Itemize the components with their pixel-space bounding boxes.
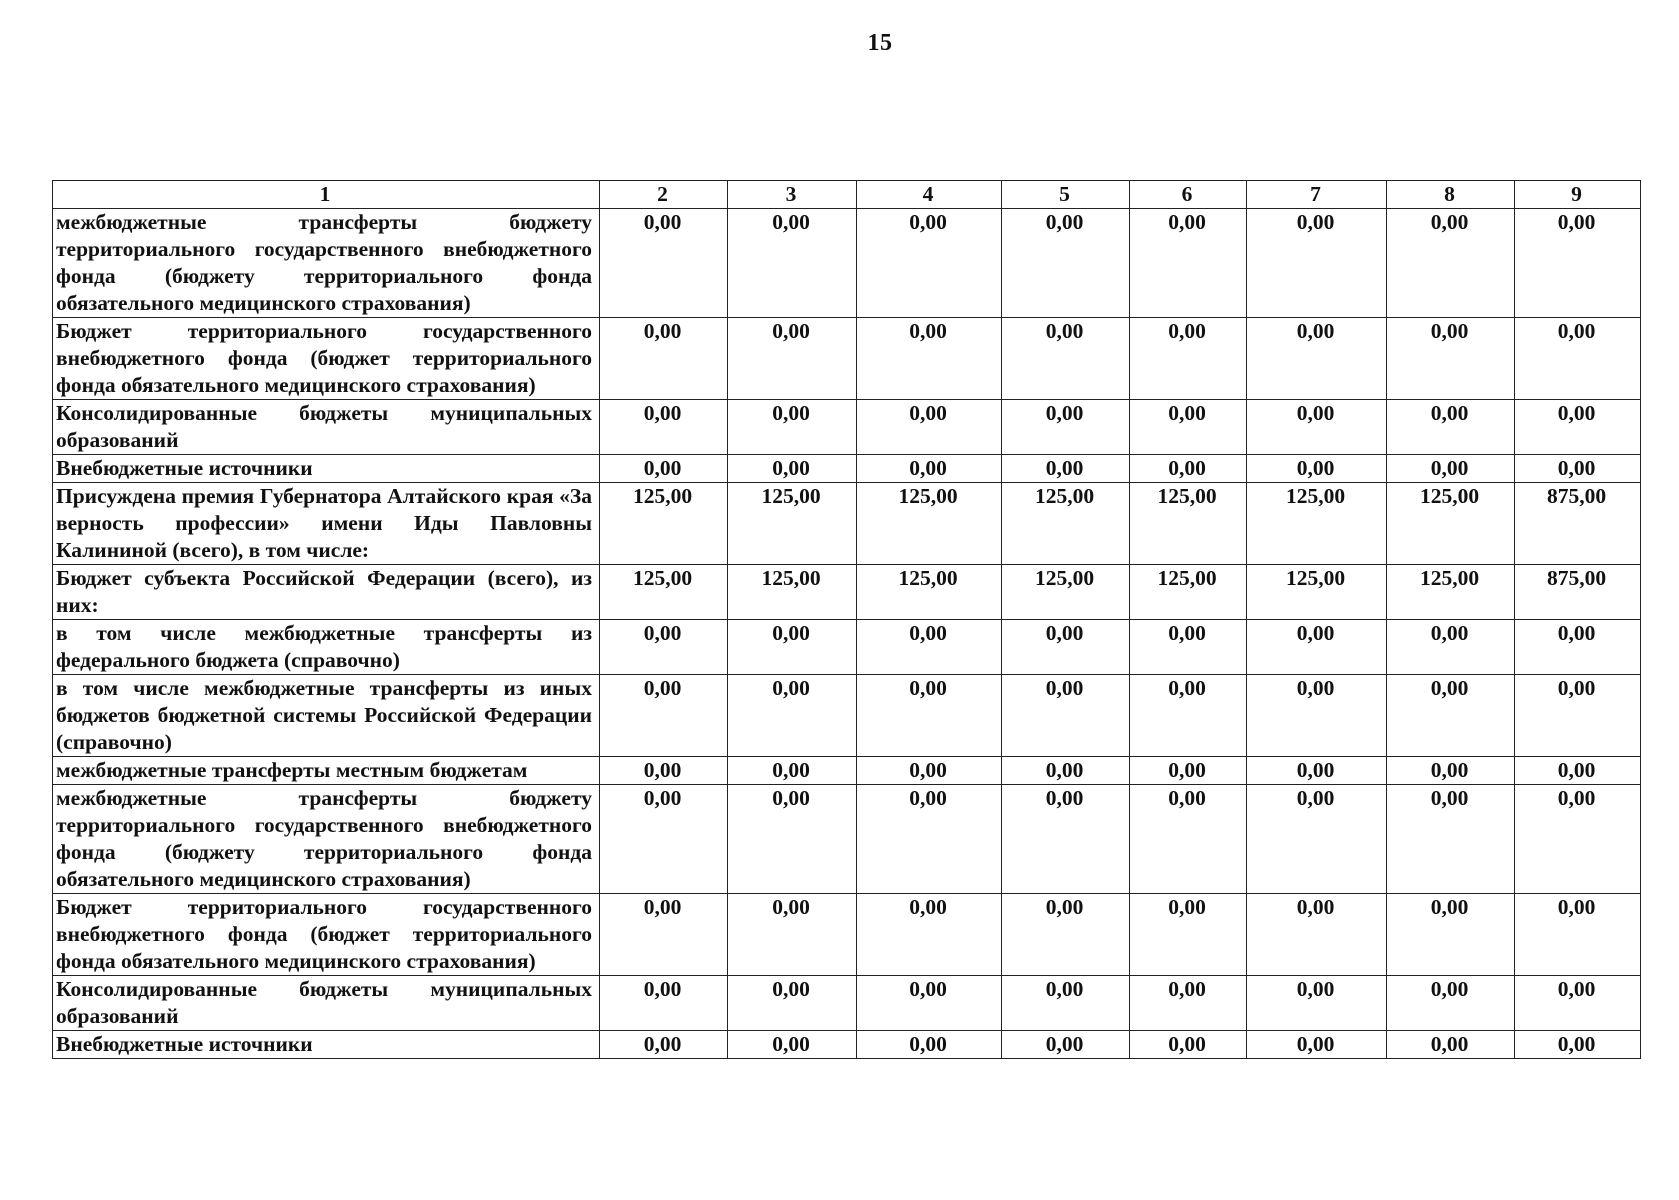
value-cell: 125,00 [1130,565,1247,620]
value-cell: 125,00 [1002,565,1130,620]
column-header-1: 1 [53,181,600,209]
value-cell: 0,00 [1002,976,1130,1031]
value-cell: 0,00 [728,620,857,675]
value-cell: 0,00 [1002,400,1130,455]
value-cell: 0,00 [1247,318,1387,400]
value-cell: 875,00 [1515,565,1641,620]
value-cell: 0,00 [1130,1031,1247,1059]
value-cell: 0,00 [1387,1031,1515,1059]
value-cell: 0,00 [1247,1031,1387,1059]
value-cell: 0,00 [857,894,1002,976]
value-cell: 0,00 [1130,620,1247,675]
value-cell: 0,00 [1247,400,1387,455]
value-cell: 0,00 [728,757,857,785]
value-cell: 0,00 [1002,675,1130,757]
value-cell: 0,00 [1130,318,1247,400]
value-cell: 0,00 [1387,400,1515,455]
value-cell: 0,00 [728,209,857,318]
value-cell: 0,00 [600,318,728,400]
row-label: в том числе межбюджетные трансферты из федерального бюджета (справочно) [53,620,600,675]
value-cell: 0,00 [1247,455,1387,483]
budget-table [52,180,1641,1059]
value-cell: 0,00 [1515,455,1641,483]
value-cell: 0,00 [1387,620,1515,675]
value-cell: 0,00 [600,1031,728,1059]
value-cell: 125,00 [857,483,1002,565]
value-cell: 0,00 [600,209,728,318]
value-cell: 0,00 [728,400,857,455]
value-cell: 0,00 [857,675,1002,757]
value-cell: 0,00 [1002,1031,1130,1059]
value-cell: 0,00 [1515,785,1641,894]
column-header-8: 8 [1387,181,1515,209]
value-cell: 0,00 [1387,318,1515,400]
value-cell: 125,00 [600,483,728,565]
value-cell: 0,00 [1130,675,1247,757]
page-number: 15 [867,30,893,56]
table-body [53,209,1641,1059]
row-label: Бюджет территориального государственного внебюджетного фонда (бюджет территориального фонда обязательного медицинского страхования) [53,318,600,400]
value-cell: 0,00 [1002,318,1130,400]
value-cell: 875,00 [1515,483,1641,565]
row-label: межбюджетные трансферты бюджету территориального государственного внебюджетного фонда (бюджету территориального фонда обязательного медицинского страхования) [53,209,600,318]
value-cell: 0,00 [1130,757,1247,785]
column-header-9: 9 [1515,181,1641,209]
value-cell: 0,00 [1247,757,1387,785]
value-cell: 0,00 [857,455,1002,483]
value-cell: 0,00 [1387,785,1515,894]
value-cell: 0,00 [1247,785,1387,894]
value-cell: 0,00 [857,400,1002,455]
value-cell: 125,00 [728,565,857,620]
value-cell: 0,00 [728,318,857,400]
row-label: межбюджетные трансферты бюджету территориального государственного внебюджетного фонда (бюджету территориального фонда обязательного медицинского страхования) [53,785,600,894]
table-row [53,675,1641,757]
value-cell: 125,00 [600,565,728,620]
value-cell: 0,00 [1130,785,1247,894]
value-cell: 0,00 [600,894,728,976]
value-cell: 0,00 [1387,976,1515,1031]
value-cell: 0,00 [1515,400,1641,455]
value-cell: 0,00 [1002,757,1130,785]
table-row [53,1031,1641,1059]
table-row [53,565,1641,620]
value-cell: 0,00 [1002,894,1130,976]
value-cell: 0,00 [600,620,728,675]
value-cell: 0,00 [1515,976,1641,1031]
value-cell: 0,00 [1515,209,1641,318]
value-cell: 125,00 [1387,565,1515,620]
value-cell: 125,00 [728,483,857,565]
row-label: Бюджет территориального государственного внебюджетного фонда (бюджет территориального фонда обязательного медицинского страхования) [53,894,600,976]
value-cell: 0,00 [600,675,728,757]
value-cell: 0,00 [1515,620,1641,675]
value-cell: 0,00 [857,620,1002,675]
value-cell: 0,00 [1247,209,1387,318]
value-cell: 0,00 [1002,455,1130,483]
value-cell: 0,00 [1515,1031,1641,1059]
value-cell: 0,00 [728,785,857,894]
value-cell: 0,00 [1515,675,1641,757]
row-label: Консолидированные бюджеты муниципальных образований [53,400,600,455]
value-cell: 0,00 [600,757,728,785]
value-cell: 0,00 [1387,209,1515,318]
value-cell: 0,00 [1130,894,1247,976]
value-cell: 0,00 [728,1031,857,1059]
value-cell: 0,00 [728,976,857,1031]
value-cell: 0,00 [1515,757,1641,785]
value-cell: 0,00 [600,455,728,483]
row-label: Внебюджетные источники [53,455,600,483]
table-row [53,318,1641,400]
value-cell: 0,00 [1387,455,1515,483]
value-cell: 0,00 [1002,620,1130,675]
value-cell: 0,00 [1130,455,1247,483]
value-cell: 125,00 [1002,483,1130,565]
value-cell: 0,00 [728,455,857,483]
table-row [53,757,1641,785]
value-cell: 0,00 [1247,894,1387,976]
value-cell: 0,00 [1515,894,1641,976]
row-label: в том числе межбюджетные трансферты из иных бюджетов бюджетной системы Российской Федерации (справочно) [53,675,600,757]
value-cell: 0,00 [1130,976,1247,1031]
value-cell: 0,00 [600,400,728,455]
value-cell: 0,00 [1387,757,1515,785]
row-label: Присуждена премия Губернатора Алтайского края «За верность профессии» имени Иды Павловны Калининой (всего), в том числе: [53,483,600,565]
row-label: Бюджет субъекта Российской Федерации (всего), из них: [53,565,600,620]
table-row [53,894,1641,976]
value-cell: 0,00 [1387,675,1515,757]
value-cell: 0,00 [1130,209,1247,318]
value-cell: 0,00 [600,785,728,894]
value-cell: 125,00 [1130,483,1247,565]
column-header-3: 3 [728,181,857,209]
table-row [53,620,1641,675]
column-header-4: 4 [857,181,1002,209]
value-cell: 0,00 [1387,894,1515,976]
value-cell: 0,00 [1130,400,1247,455]
value-cell: 0,00 [728,894,857,976]
value-cell: 0,00 [728,675,857,757]
table-row [53,976,1641,1031]
value-cell: 0,00 [857,318,1002,400]
value-cell: 0,00 [857,976,1002,1031]
row-label: Консолидированные бюджеты муниципальных образований [53,976,600,1031]
value-cell: 125,00 [857,565,1002,620]
table-row [53,785,1641,894]
table-row [53,455,1641,483]
value-cell: 125,00 [1387,483,1515,565]
value-cell: 125,00 [1247,483,1387,565]
row-label: межбюджетные трансферты местным бюджетам [53,757,600,785]
value-cell: 0,00 [857,209,1002,318]
table-row [53,400,1641,455]
value-cell: 125,00 [1247,565,1387,620]
value-cell: 0,00 [857,1031,1002,1059]
value-cell: 0,00 [1247,976,1387,1031]
row-label: Внебюджетные источники [53,1031,600,1059]
table-row [53,209,1641,318]
value-cell: 0,00 [1247,620,1387,675]
column-header-6: 6 [1130,181,1247,209]
value-cell: 0,00 [1515,318,1641,400]
value-cell: 0,00 [1247,675,1387,757]
column-header-7: 7 [1247,181,1387,209]
column-header-5: 5 [1002,181,1130,209]
value-cell: 0,00 [1002,209,1130,318]
value-cell: 0,00 [857,785,1002,894]
header-row [53,181,1641,209]
table-row [53,483,1641,565]
value-cell: 0,00 [1002,785,1130,894]
value-cell: 0,00 [600,976,728,1031]
column-header-2: 2 [600,181,728,209]
value-cell: 0,00 [857,757,1002,785]
